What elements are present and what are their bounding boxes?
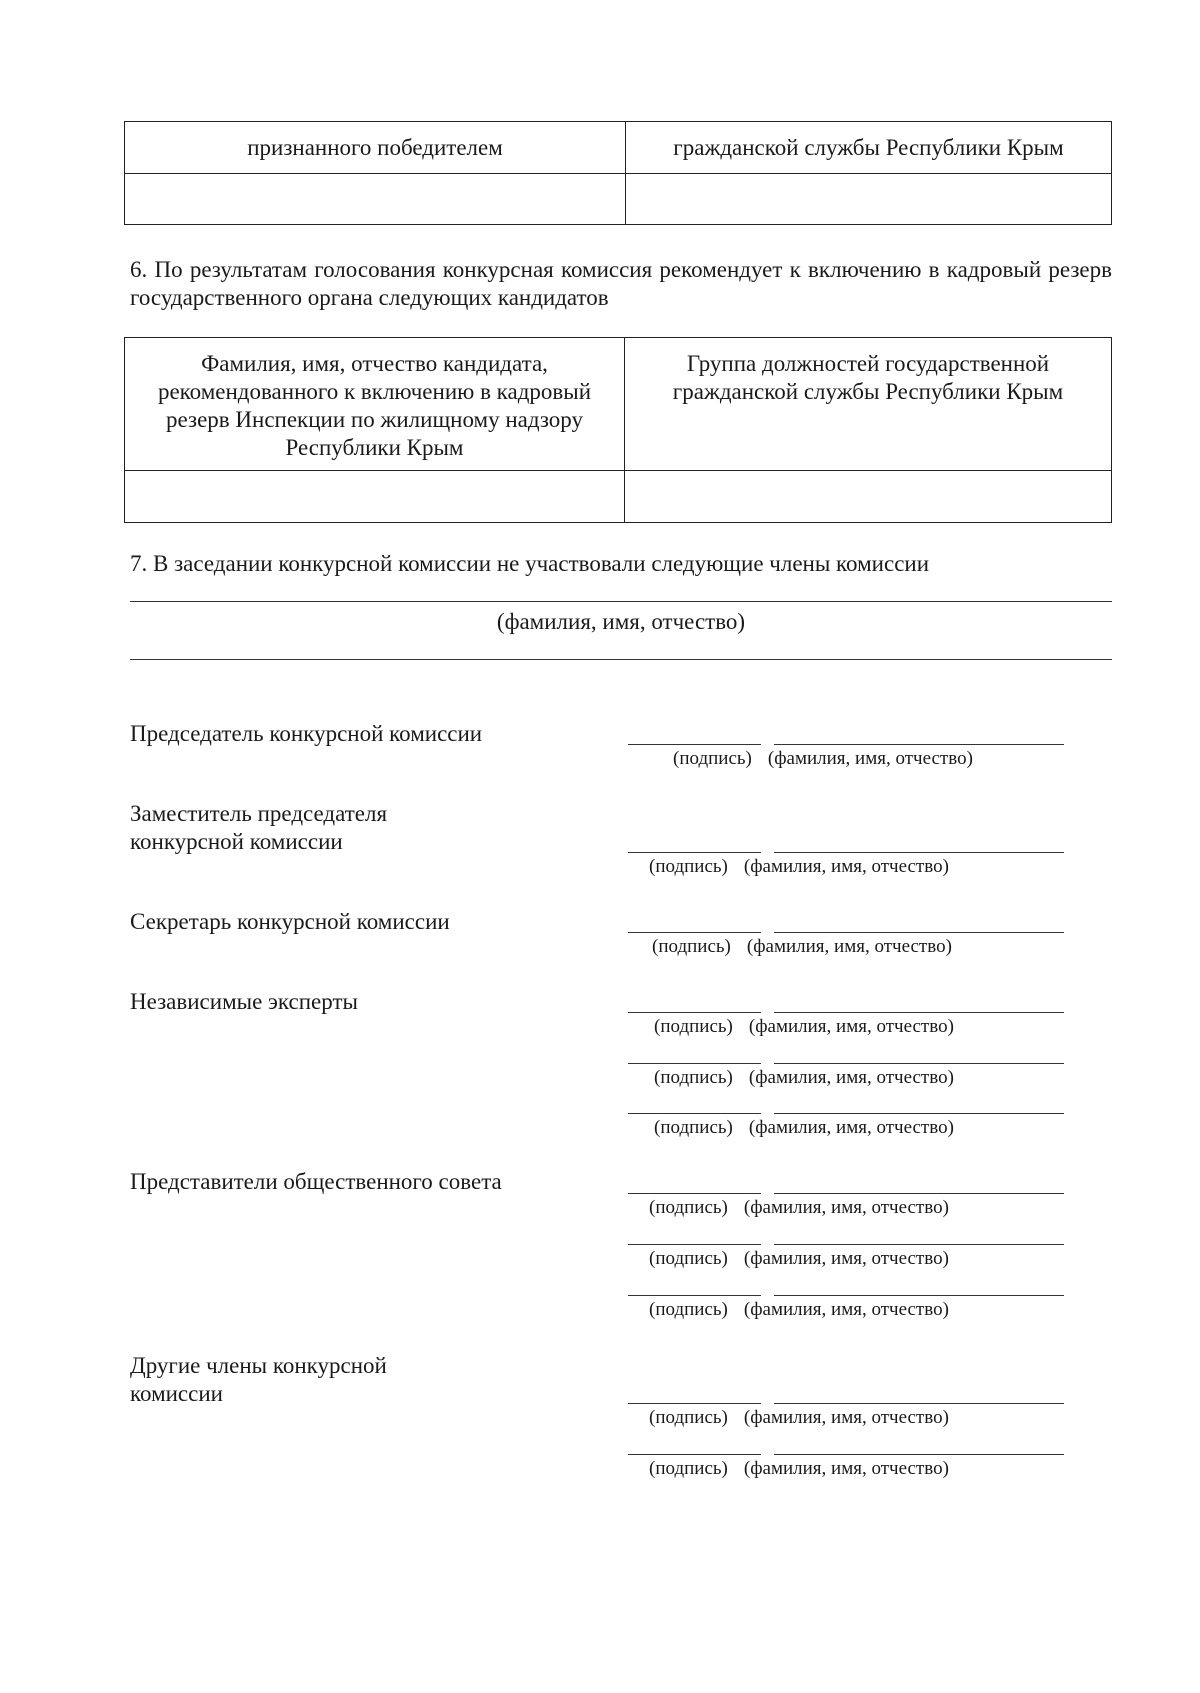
name-line [774, 932, 1064, 933]
reserve-table [124, 337, 1112, 523]
signature-caption: (подпись) (фамилия, имя, отчество) [649, 856, 949, 877]
signature-caption: (подпись) (фамилия, имя, отчество) [652, 936, 952, 957]
table-header-row [125, 122, 1112, 174]
name-line [774, 1244, 1064, 1245]
signature-line [628, 1012, 761, 1013]
table-cell [625, 471, 1112, 523]
signature-caption: (подпись) (фамилия, имя, отчество) [649, 1197, 949, 1218]
signature-line [628, 1454, 761, 1455]
signature-line [628, 1063, 761, 1064]
signature-caption: (подпись) (фамилия, имя, отчество) [654, 1067, 954, 1088]
deputy-chairman-label: Заместитель председателя конкурсной комиссии [130, 801, 388, 854]
absent-members-line-2 [130, 659, 1112, 660]
table-row [125, 471, 1112, 523]
chairman-label: Председатель конкурсной комиссии [130, 721, 483, 746]
signature-line [628, 744, 761, 745]
signature-caption: (подпись) (фамилия, имя, отчество) [654, 1117, 954, 1138]
signature-line [628, 852, 761, 853]
winner-table [124, 121, 1112, 225]
signature-caption: (подпись) (фамилия, имя, отчество) [649, 1458, 949, 1479]
absent-members-caption: (фамилия, имя, отчество) [496, 609, 746, 634]
name-line [774, 1193, 1064, 1194]
name-line [774, 1295, 1064, 1296]
table-row [125, 174, 1112, 225]
signature-caption: (подпись) (фамилия, имя, отчество) [649, 1248, 949, 1269]
secretary-label: Секретарь конкурсной комиссии [130, 909, 450, 934]
section-6-paragraph: 6. По результатам голосования конкурсная комиссия рекомендует к включению в кадровый резерв государственного органа следующих кандидатов [130, 257, 1112, 310]
signature-line [628, 1403, 761, 1404]
table-cell [125, 174, 626, 225]
name-line [774, 1454, 1064, 1455]
name-line [774, 744, 1064, 745]
signature-line [628, 1193, 761, 1194]
public-council-label: Представители общественного совета [130, 1169, 502, 1194]
signature-line [628, 1244, 761, 1245]
section-7-paragraph: 7. В заседании конкурсной комиссии не участвовали следующие члены комиссии [130, 551, 930, 576]
other-members-label: Другие члены конкурсной комиссии [130, 1353, 387, 1406]
signature-caption: (подпись) (фамилия, имя, отчество) [673, 748, 973, 769]
signature-caption: (подпись) (фамилия, имя, отчество) [649, 1407, 949, 1428]
experts-label: Независимые эксперты [130, 989, 358, 1014]
table-cell [626, 174, 1112, 225]
signature-caption: (подпись) (фамилия, имя, отчество) [654, 1016, 954, 1037]
name-line [774, 852, 1064, 853]
signature-line [628, 1295, 761, 1296]
name-line [774, 1113, 1064, 1114]
signature-line [628, 932, 761, 933]
name-line [774, 1012, 1064, 1013]
table-header-cell: Группа должностей государственной гражданской службы Республики Крым [625, 338, 1112, 471]
name-line [774, 1063, 1064, 1064]
table-cell [125, 471, 625, 523]
table-header-cell: признанного победителем [125, 122, 626, 174]
signature-caption: (подпись) (фамилия, имя, отчество) [649, 1299, 949, 1320]
table-header-cell: Фамилия, имя, отчество кандидата, рекомендованного к включению в кадровый резерв Инспекции по жилищному надзору Республики Крым [125, 338, 625, 471]
signature-line [628, 1113, 761, 1114]
table-header-cell: гражданской службы Республики Крым [626, 122, 1112, 174]
absent-members-line [130, 601, 1112, 602]
table-header-row [125, 338, 1112, 471]
name-line [774, 1403, 1064, 1404]
